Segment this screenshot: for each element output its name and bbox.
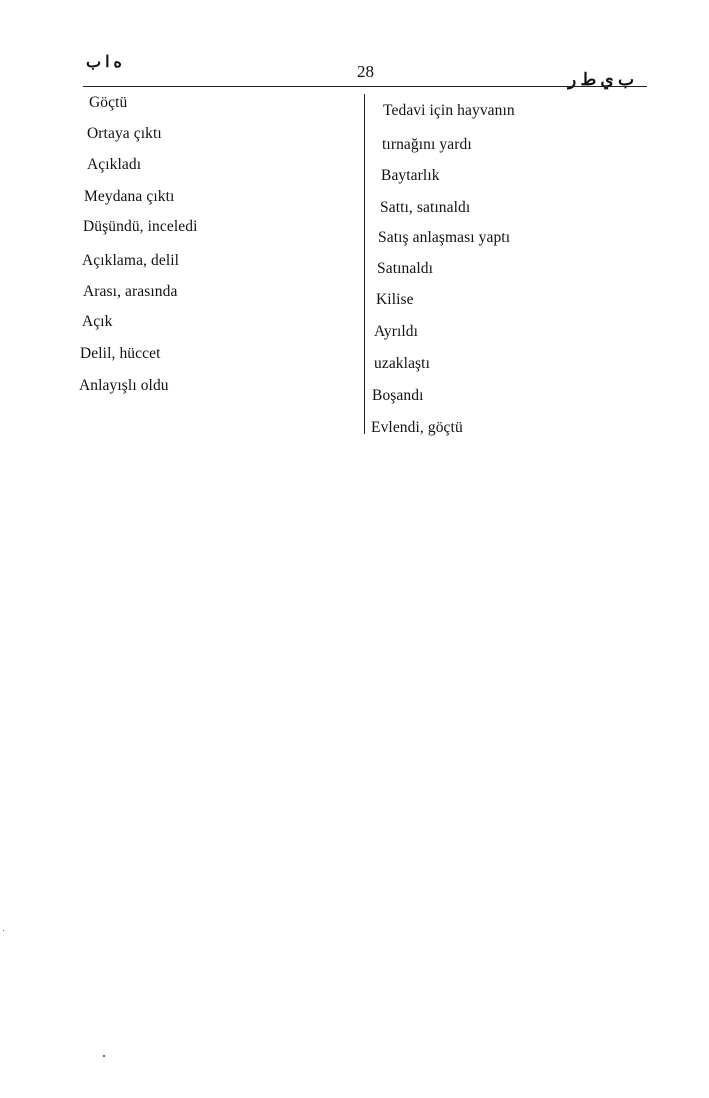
- turkish-meaning: Açık: [82, 313, 113, 330]
- turkish-meaning: Meydana çıktı: [84, 188, 175, 205]
- turkish-meaning: Delil, hüccet: [80, 345, 161, 362]
- header-root-letters-right: ﺏ ﻱ ﻁ ﺭ: [568, 70, 634, 89]
- scan-speck: [103, 1055, 105, 1057]
- turkish-meaning: tırnağını yardı: [382, 136, 472, 153]
- turkish-meaning: Baytarlık: [381, 167, 440, 184]
- turkish-meaning: Açıklama, delil: [82, 252, 180, 269]
- turkish-meaning: Düşündü, inceledi: [83, 218, 198, 235]
- turkish-meaning: Tedavi için hayvanın: [383, 102, 515, 119]
- turkish-meaning: Evlendi, göçtü: [371, 419, 463, 436]
- page-number: 28: [357, 62, 374, 81]
- turkish-meaning: Açıkladı: [87, 156, 142, 173]
- turkish-meaning: Anlayışlı oldu: [79, 377, 169, 394]
- turkish-meaning: Satış anlaşması yaptı: [378, 229, 511, 246]
- turkish-meaning: Boşandı: [372, 387, 424, 404]
- column-divider: [364, 94, 365, 434]
- turkish-meaning: uzaklaştı: [374, 355, 430, 372]
- turkish-meaning: Ayrıldı: [374, 323, 419, 340]
- header-rule: [83, 86, 647, 87]
- turkish-meaning: Arası, arasında: [83, 283, 178, 300]
- turkish-meaning: Sattı, satınaldı: [380, 199, 471, 216]
- turkish-meaning: Satınaldı: [377, 260, 434, 277]
- turkish-meaning: Kilise: [376, 291, 414, 308]
- scan-speck: [3, 930, 4, 931]
- turkish-meaning: Göçtü: [89, 94, 128, 111]
- turkish-meaning: Ortaya çıktı: [87, 125, 162, 142]
- header-root-letters-left: ﻩ ﺍ ﺏ: [86, 54, 122, 71]
